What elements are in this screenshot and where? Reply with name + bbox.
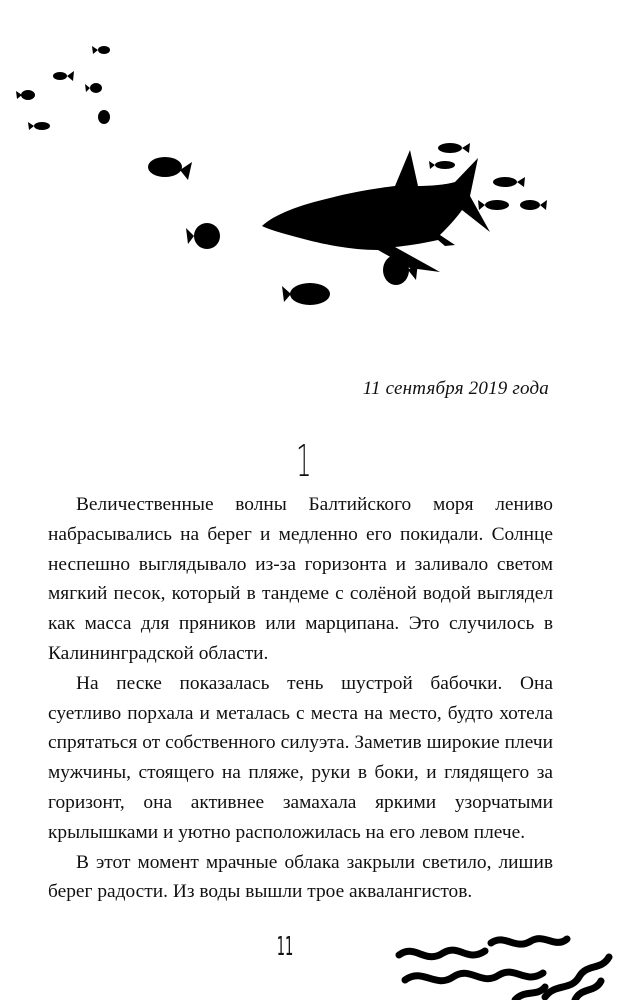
fish-icon xyxy=(429,161,455,169)
chapter-date: 11 сентября 2019 года xyxy=(362,378,549,399)
fish-icon xyxy=(85,83,102,93)
fish-icon xyxy=(186,223,220,249)
chapter-body xyxy=(48,490,553,907)
fish-icon xyxy=(148,157,192,180)
shark-icon xyxy=(262,150,490,272)
paragraph: На песке показалась тень шустрой бабочки. Она суетливо порхала и металась с места на место, будто хотела спрятаться от собственного силуэта. Заметив широкие плечи мужчины, стоящего на пляже, руки в боки, и глядящего за горизонт, она активнее замахала яркими узорчатыми крылышками и уютно расположилась на его левом плече. xyxy=(48,672,553,843)
fish-icon xyxy=(98,110,110,124)
fish-icon xyxy=(493,177,525,187)
page-number: 11 xyxy=(276,932,294,962)
fish-icon xyxy=(92,46,110,54)
fish-icon xyxy=(520,200,547,210)
fish-icon xyxy=(53,71,74,81)
fish-icon xyxy=(28,122,50,130)
paragraph: В этот момент мрачные облака закрыли светило, лишив берег радости. Из воды вышли трое аквалангистов. xyxy=(48,851,553,903)
fish-icon xyxy=(478,200,509,210)
fish-icon xyxy=(16,90,35,100)
seaweed-icon xyxy=(395,925,627,1000)
chapter-number: 1 xyxy=(296,436,312,487)
paragraph: Величественные волны Балтийского моря лениво набрасывались на берег и медленно его покидали. Солнце неспешно выглядывало из-за горизонта и заливало светом мягкий песок, который в тандеме с солёной водой выглядел как масса для пряников или марципана. Это случилось в Калининградской области. xyxy=(48,494,553,664)
shark-with-fish-illustration xyxy=(0,0,627,330)
fish-icon xyxy=(438,143,470,153)
fish-icon xyxy=(282,283,330,305)
